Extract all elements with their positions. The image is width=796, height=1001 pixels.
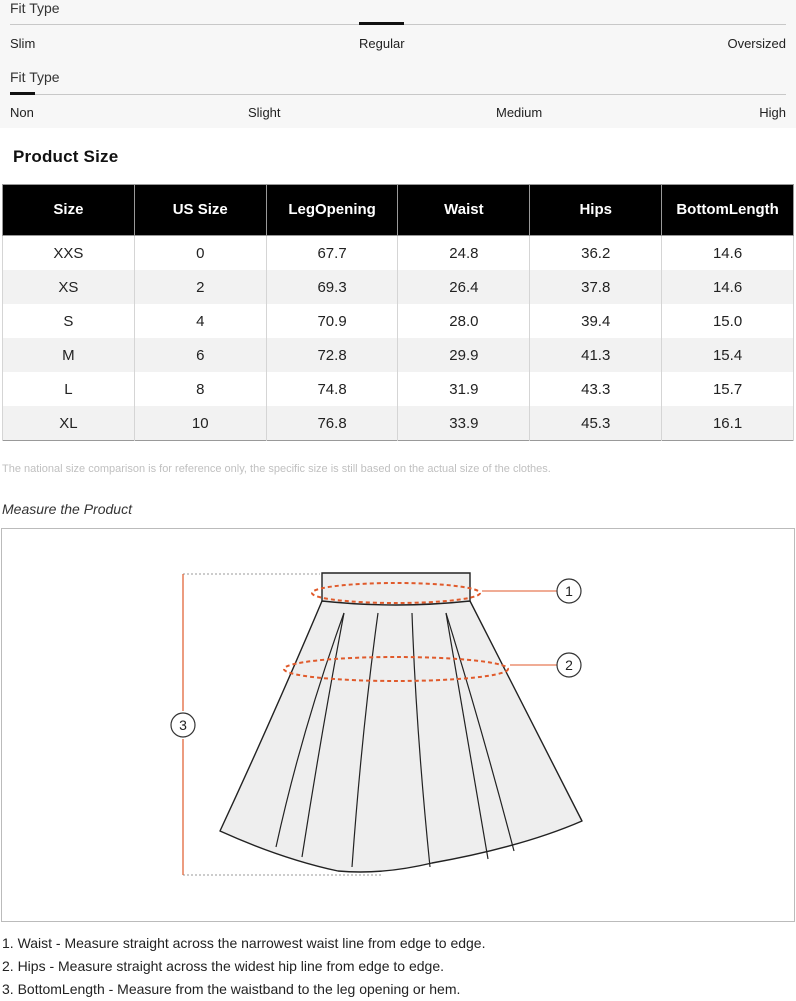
table-row	[3, 372, 794, 406]
table-cell: XS	[3, 270, 135, 304]
fit-label-regular: Regular	[359, 36, 405, 51]
table-cell: 41.3	[530, 338, 662, 372]
table-header-row	[3, 185, 794, 236]
table-cell: S	[3, 304, 135, 338]
fit-type-title: Fit Type	[10, 69, 60, 85]
table-cell: 15.0	[662, 304, 794, 338]
measure-diagram	[1, 528, 795, 922]
fit-label-medium: Medium	[496, 105, 543, 120]
table-cell: XXS	[3, 236, 135, 271]
table-cell: 6	[134, 338, 266, 372]
table-cell: 8	[134, 372, 266, 406]
table-cell: 15.7	[662, 372, 794, 406]
table-cell: 15.4	[662, 338, 794, 372]
table-cell: 76.8	[266, 406, 398, 441]
table-cell: XL	[3, 406, 135, 441]
table-cell: 14.6	[662, 270, 794, 304]
table-cell: 31.9	[398, 372, 530, 406]
fit-selected-marker	[10, 92, 35, 95]
table-cell: 39.4	[530, 304, 662, 338]
size-reference-note: The national size comparison is for reference only, the specific size is still based on the actual size of the clothes.	[2, 463, 551, 475]
instruction-bottom-length: 3. BottomLength - Measure from the waistband to the leg opening or hem.	[2, 981, 461, 997]
skirt-waistband-shape	[322, 573, 470, 605]
table-cell: M	[3, 338, 135, 372]
measure-title: Measure the Product	[2, 501, 132, 517]
fit-type-scale-2	[0, 58, 796, 128]
table-cell: 33.9	[398, 406, 530, 441]
table-cell: 4	[134, 304, 266, 338]
table-cell: 24.8	[398, 236, 530, 271]
fit-label-high: High	[759, 105, 786, 120]
table-cell: L	[3, 372, 135, 406]
fit-type-title: Fit Type	[10, 0, 60, 16]
fit-selected-marker	[359, 22, 404, 25]
table-cell: 2	[134, 270, 266, 304]
table-cell: 29.9	[398, 338, 530, 372]
column-header-leg-opening: LegOpening	[266, 185, 398, 236]
table-row	[3, 338, 794, 372]
table-cell: 36.2	[530, 236, 662, 271]
table-cell: 69.3	[266, 270, 398, 304]
skirt-body-shape	[220, 601, 582, 872]
fit-label-slight: Slight	[248, 105, 281, 120]
product-size-title: Product Size	[13, 147, 119, 166]
measure-instructions	[2, 932, 485, 1001]
table-cell: 10	[134, 406, 266, 441]
fit-label-oversized: Oversized	[727, 36, 786, 51]
column-header-hips: Hips	[530, 185, 662, 236]
table-cell: 26.4	[398, 270, 530, 304]
table-cell: 74.8	[266, 372, 398, 406]
column-header-bottom-length: BottomLength	[662, 185, 794, 236]
skirt-diagram	[2, 529, 794, 921]
instruction-hips: 2. Hips - Measure straight across the widest hip line from edge to edge.	[2, 958, 444, 974]
table-row	[3, 304, 794, 338]
fit-scale-track	[10, 94, 786, 95]
table-row	[3, 236, 794, 271]
marker-2-label: 2	[565, 657, 573, 673]
table-cell: 45.3	[530, 406, 662, 441]
table-cell: 67.7	[266, 236, 398, 271]
marker-1-label: 1	[565, 583, 573, 599]
table-cell: 37.8	[530, 270, 662, 304]
instruction-waist: 1. Waist - Measure straight across the narrowest waist line from edge to edge.	[2, 935, 486, 951]
table-cell: 43.3	[530, 372, 662, 406]
table-cell: 16.1	[662, 406, 794, 441]
fit-type-scale-1	[0, 0, 796, 58]
column-header-waist: Waist	[398, 185, 530, 236]
table-row	[3, 406, 794, 441]
column-header-size: Size	[3, 185, 135, 236]
fit-label-non: Non	[10, 105, 34, 120]
table-cell: 0	[134, 236, 266, 271]
marker-3-label: 3	[179, 717, 187, 733]
table-row	[3, 270, 794, 304]
column-header-us-size: US Size	[134, 185, 266, 236]
size-table	[2, 184, 794, 441]
table-cell: 14.6	[662, 236, 794, 271]
table-cell: 72.8	[266, 338, 398, 372]
table-cell: 28.0	[398, 304, 530, 338]
fit-label-slim: Slim	[10, 36, 36, 51]
table-cell: 70.9	[266, 304, 398, 338]
